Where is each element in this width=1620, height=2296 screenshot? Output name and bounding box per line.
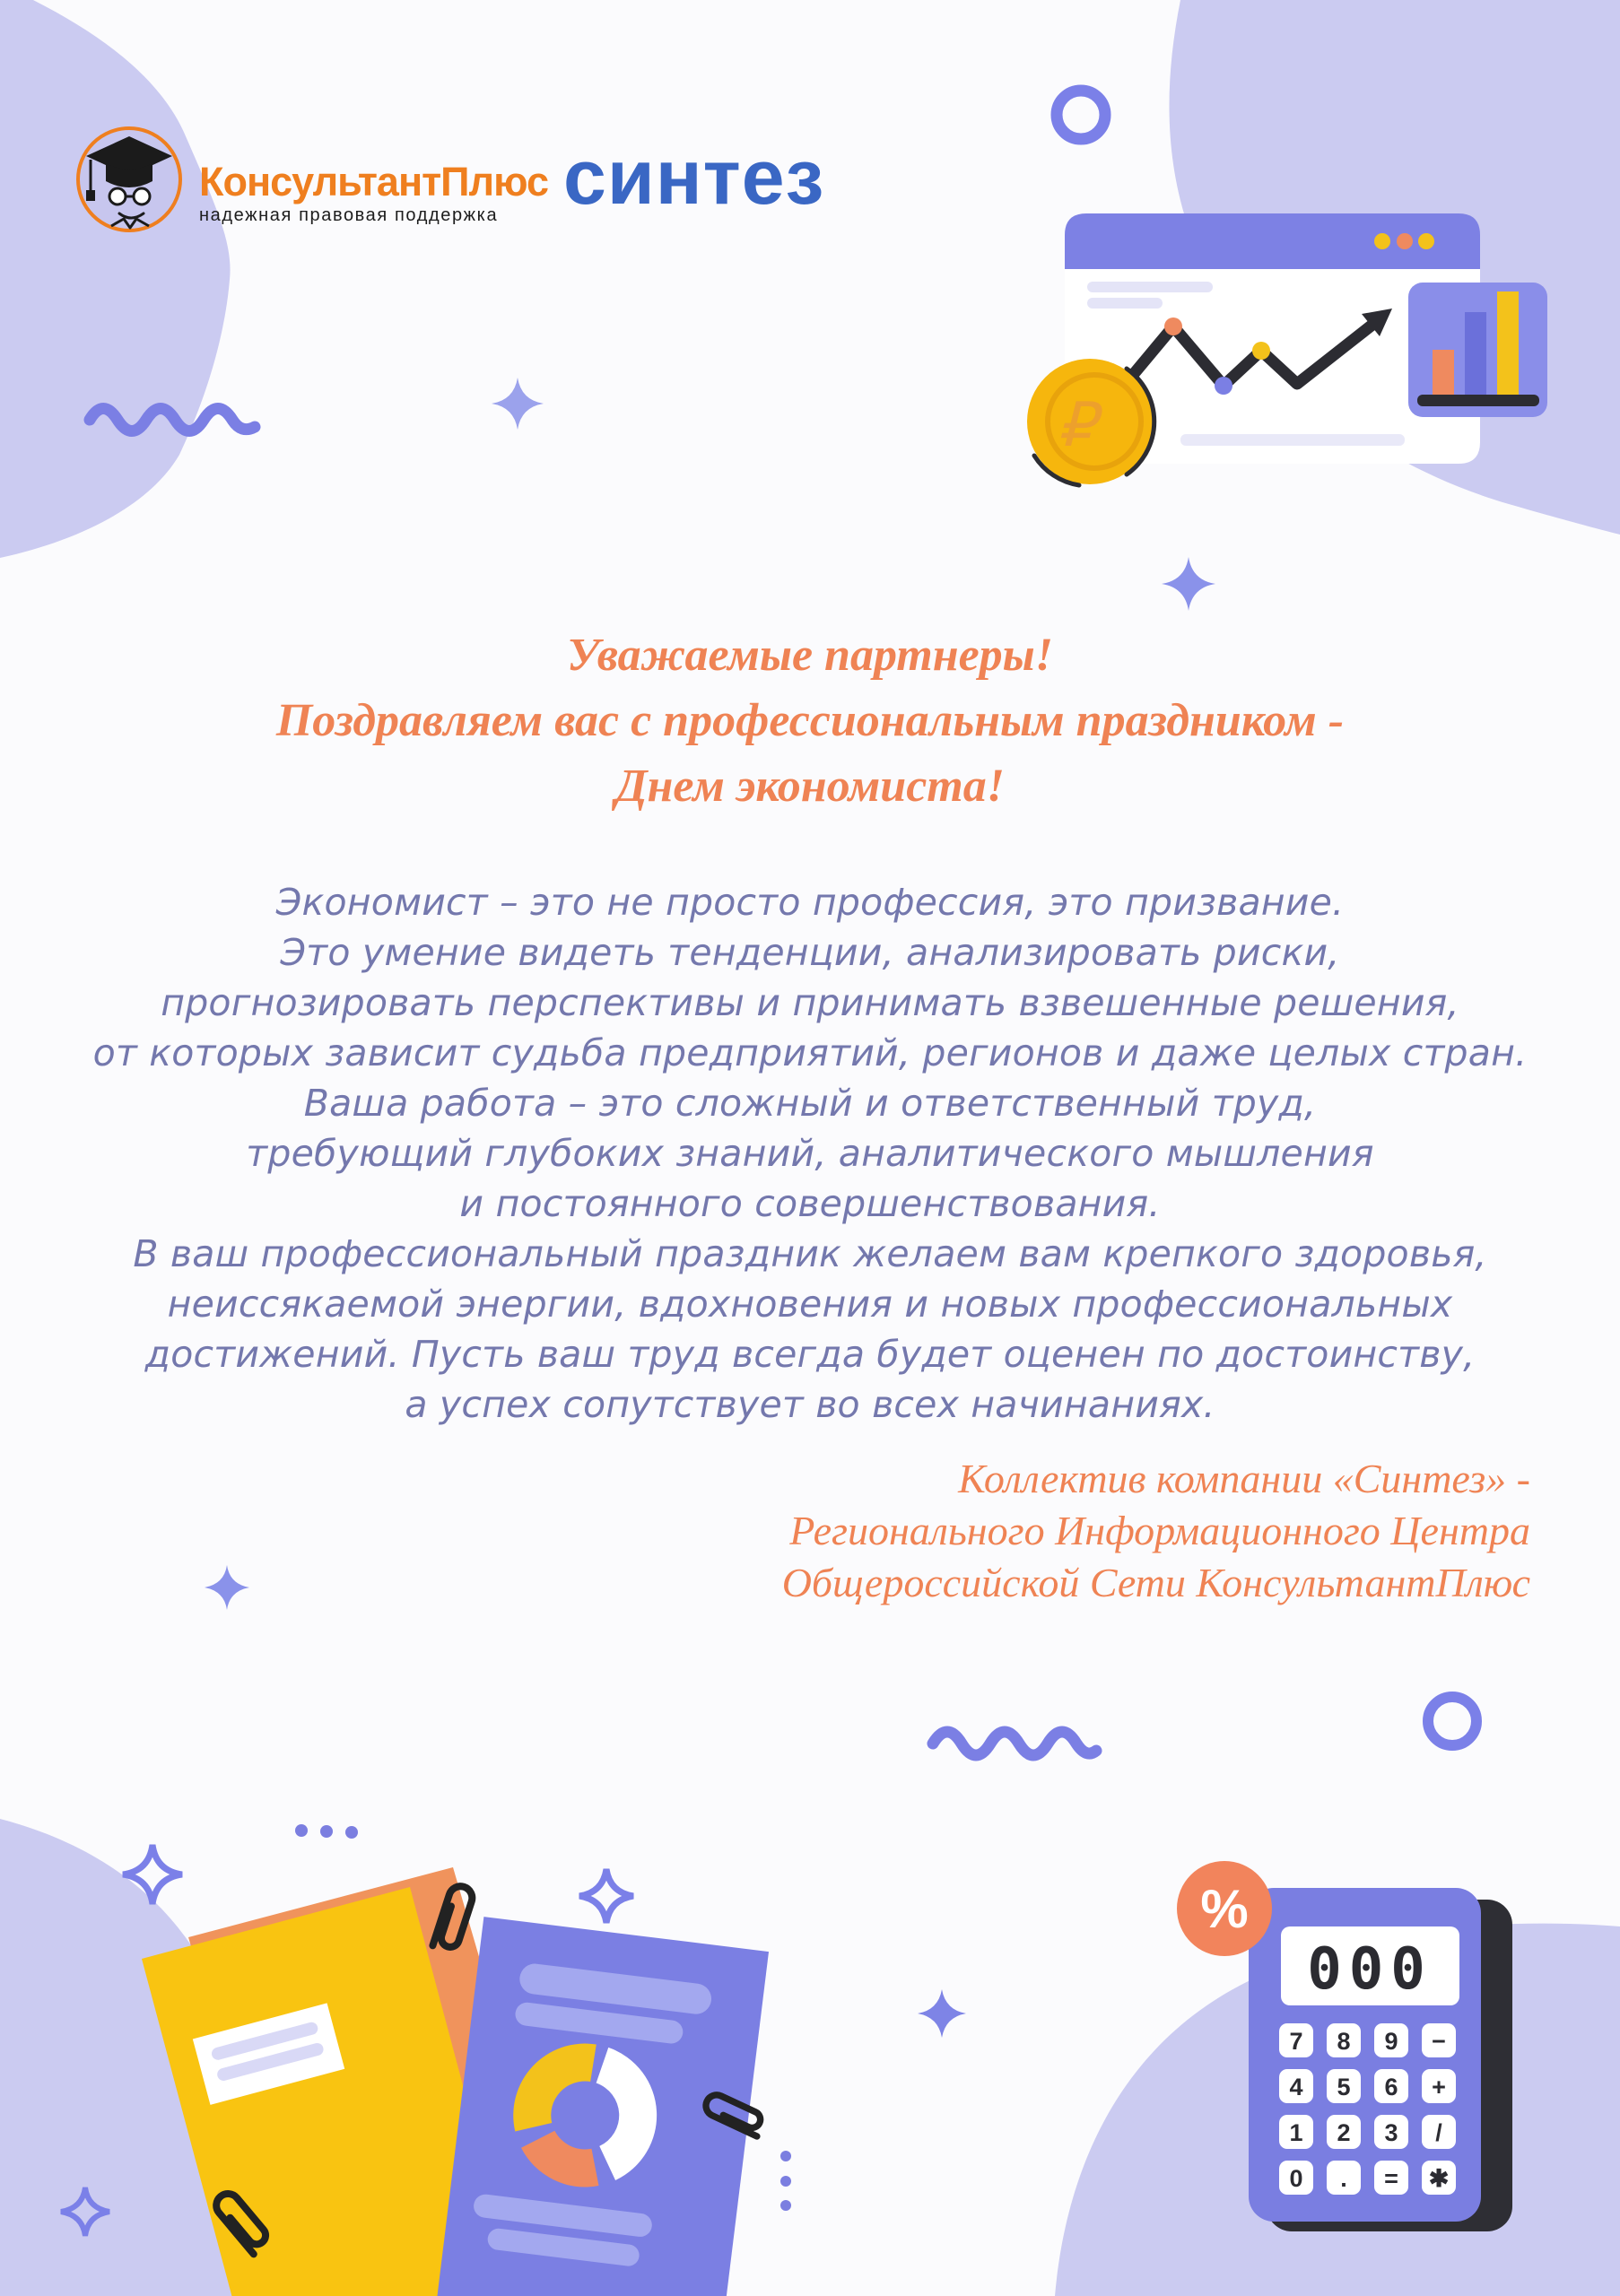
calc-key: ✱ [1428,2165,1450,2192]
body-line: Ваша работа – это сложный и ответственный труд, [303,1082,1317,1125]
browser-chart-illustration [1027,213,1547,485]
svg-text:%: % [1200,1879,1249,1939]
heading-line: Поздравляем вас с профессиональным праздником - [275,695,1345,746]
greeting-heading [0,622,1620,819]
consultant-logo [199,161,548,226]
sparkle-icon [918,1989,966,2038]
signature-line: Регионального Информационного Центра [789,1508,1530,1553]
body-line: прогнозировать перспективы и принимать взвешенные решения, [161,981,1459,1024]
sintez-logo: синтез [563,135,825,221]
sparkle-outline-icon [579,1869,633,1923]
body-line: достижений. Пусть ваш труд всегда будет оценен по достоинству, [144,1333,1476,1376]
calc-key: 1 [1289,2119,1303,2146]
consultant-logo-name: КонсультантПлюс [199,159,548,204]
body-line: В ваш профессиональный праздник желаем вам крепкого здоровья, [133,1232,1487,1275]
body-line: и постоянного совершенствования. [459,1182,1161,1225]
calc-key: = [1384,2165,1398,2192]
dots-column-icon [780,2151,791,2211]
heading-line: Днем экономиста! [615,761,1005,812]
calc-key: 8 [1337,2028,1351,2055]
folders-illustration [142,1867,769,2296]
calc-key: − [1432,2028,1446,2055]
blob-top-left [0,0,231,558]
sparkle-icon [205,1565,249,1610]
circle-outline-icon [1057,91,1105,139]
squiggle-icon [933,1732,1096,1755]
greeting-body [0,877,1620,1430]
body-line: а успех сопутствует во всех начинаниях. [405,1383,1215,1426]
body-line: Это умение видеть тенденции, анализировать риски, [280,931,1340,974]
calc-key: 0 [1289,2165,1303,2192]
calc-key: . [1340,2165,1347,2192]
signature-line: Общероссийской Сети КонсультантПлюс [781,1560,1530,1605]
heading-line: Уважаемые партнеры! [567,630,1053,681]
consultant-logo-tagline: надежная правовая поддержка [199,205,499,225]
browser-window-dots-icon [1374,233,1434,249]
body-line: требующий глубоких знаний, аналитического мышления [246,1132,1374,1175]
calc-key: 7 [1289,2028,1303,2055]
calc-key: + [1432,2074,1446,2100]
dots-row-icon [295,1824,358,1839]
signature-line: Коллектив компании «Синтез» - [958,1456,1530,1501]
body-line: от которых зависит судьба предприятий, регионов и даже целых стран. [92,1031,1528,1074]
calc-key: 5 [1337,2074,1351,2100]
body-line: Экономист – это не просто профессия, это призвание. [275,881,1345,924]
ruble-symbol: ₽ [1057,391,1096,459]
calc-key: 4 [1289,2074,1303,2100]
calc-key: 2 [1337,2119,1351,2146]
calculator-display-value: 000 [1307,1936,1433,2003]
sparkle-icon [492,378,544,430]
calc-key: / [1435,2119,1442,2146]
report-document-icon [436,1917,769,2296]
calc-key: 3 [1384,2119,1398,2146]
sparkle-icon [1162,557,1215,611]
ruble-coin-icon [1027,359,1154,485]
percent-badge-icon [1177,1861,1272,1956]
circle-outline-icon [1428,1697,1476,1745]
consultant-professor-icon [78,128,180,230]
body-line: неиссякаемой энергии, вдохновения и новых профессиональных [167,1283,1453,1326]
signature-block [544,1453,1530,1609]
calc-key: 9 [1384,2028,1398,2055]
bar-chart-card-icon [1408,283,1547,417]
browser-header [1065,213,1480,269]
calc-key: 6 [1384,2074,1398,2100]
